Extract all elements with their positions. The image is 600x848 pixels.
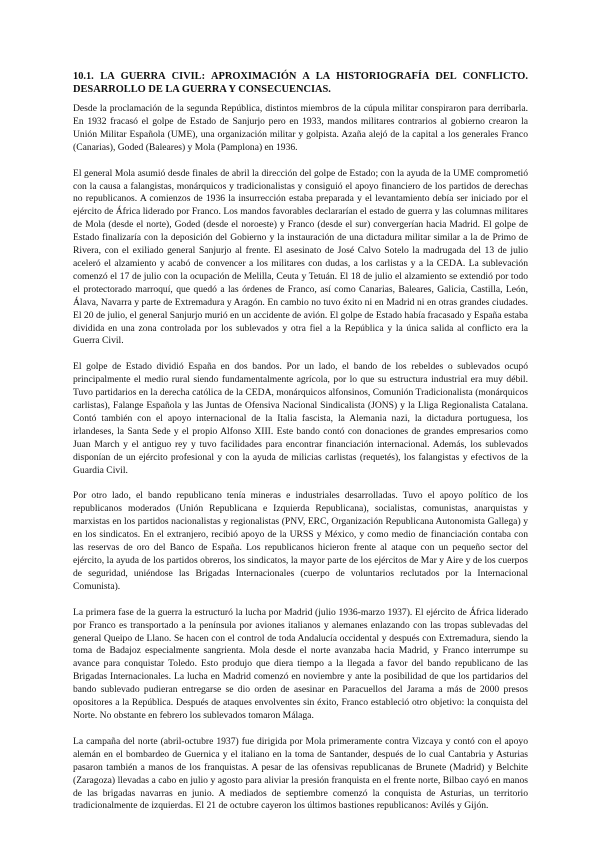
paragraph-conspiracy: Desde la proclamación de la segunda República, distintos miembros de la cúpula militar conspiraron para derribarla. En 1932 fracasó el golpe de Estado de Sanjurjo pero en 1933, mandos militares contrarios al gobierno crearon la Unión Militar Española (UME), una organización militar y golpista. Azaña alejó de la capital a los generales Franco (Canarias), Goded (Baleares) y Mola (Pamplona) en 1936. (73, 103, 528, 153)
paragraph-mola-coup: El general Mola asumió desde finales de abril la dirección del golpe de Estado; con la ayuda de la UME comprometió con la causa a falangistas, monárquicos y tradicionalistas y consiguió el apoyo financiero de los partidos de derechas no republicanos. A comienzos de 1936 la insurrección estaba preparada y el levantamiento debía ser iniciado por el ejército de África liderado por Franco. Los mandos favorables declararían el estado de guerra y las columnas militares de Mola (desde el norte), Goded (desde el noroeste) y Franco (desde el sur) convergerían hacia Madrid. El golpe de Estado finalizaría con la deposición del Gobierno y la instauración de una dictadura militar similar a la de Primo de Rivera, con el exiliado general Sanjurjo al frente. El asesinato de José Calvo Sotelo la madrugada del 13 de julio aceleró el alzamiento y acabó de convencer a los militares con dudas, a los carlistas y a la CEDA. La sublevación comenzó el 17 de julio con la ocupación de Melilla, Ceuta y Tetuán. El 18 de julio el alzamiento se extendió por todo el protectorado marroquí, que quedó a las órdenes de Franco, así como Canarias, Baleares, Galicia, Castilla, León, Álava, Navarra y parte de Extremadura y Aragón. En cambio no tuvo éxito ni en Madrid ni en otras grandes ciudades. El 20 de julio, el general Sanjurjo murió en un accidente de avión. El golpe de Estado había fracasado y España estaba dividida en una zona controlada por los sublevados y otra fiel a la República y la única salida al conflicto era la Guerra Civil. (73, 167, 528, 347)
document-page (73, 70, 528, 826)
paragraph-madrid-phase: La primera fase de la guerra la estructuró la lucha por Madrid (julio 1936-marzo 1937). El ejército de África liderado por Franco es transportado a la península por aviones italianos y alemanes enlazando con las tropas sublevadas del general Queipo de Llano. Se hacen con el control de toda Andalucía occidental y después con Extremadura, siendo la toma de Badajoz especialmente sangrienta. Mola desde el norte avanzaba hacia Madrid, y Franco interrumpe su avance para conquistar Toledo. Esto produjo que diera tiempo a la llegada a favor del bando republicano de las Brigadas Internacionales. La lucha en Madrid comenzó en noviembre y ante la posibilidad de que los partidarios del bando sublevado pudieran entregarse se dio orden de asesinar en Paracuellos del Jarama a más de 2000 presos opositores a la República. Después de ataques envolventes sin éxito, Franco estableció otro objetivo: la conquista del Norte. No obstante en febrero los sublevados tomaron Málaga. (73, 606, 528, 721)
paragraph-rebel-side: El golpe de Estado dividió España en dos bandos. Por un lado, el bando de los rebeldes o sublevados ocupó principalmente el medio rural siendo fundamentalmente agrícola, por lo que su estructura industrial era muy débil. Tuvo partidarios en la derecha católica de la CEDA, monárquicos alfonsinos, Comunión Tradicionalista (monárquicos carlistas), Falange Española y las Juntas de Ofensiva Nacional Sindicalista (JONS) y la Lliga Regionalista Catalana. Contó también con el apoyo internacional de la Italia fascista, la Alemania nazi, la dictadura portuguesa, los irlandeses, la Santa Sede y el propio Alfonso XIII. Este bando contó con donaciones de grandes empresarios como Juan March y el antiguo rey y tuvo facilidades para encontrar financiación internacional. Además, los sublevados disponían de un ejército profesional y con la ayuda de milicias carlistas (requetés), los falangistas y efectivos de la Guardia Civil. (73, 361, 528, 476)
paragraph-republican-side: Por otro lado, el bando republicano tenía mineras e industriales desarrolladas. Tuvo el apoyo político de los republicanos moderados (Unión Republicana e Izquierda Republicana), socialistas, comunistas, anarquistas y marxistas en los partidos nacionalistas y regionalistas (PNV, ERC, Organización Republicana Autonomista Gallega) y en los sindicatos. En el extranjero, recibió apoyo de la URSS y México, y como medio de financiación contaba con las reservas de oro del Banco de España. Los republicanos hicieron frente al ataque con un pequeño sector del ejército, la ayuda de los partidos obreros, los sindicatos, la mayor parte de los ejércitos de Mar y Aire y de los cuerpos de seguridad, uniéndose las Brigadas Internacionales (cuerpo de voluntarios reclutados por la Internacional Comunista). (73, 490, 528, 592)
paragraph-north-campaign: La campaña del norte (abril-octubre 1937) fue dirigida por Mola primeramente contra Vizcaya y contó con el apoyo alemán en el bombardeo de Guernica y el italiano en la toma de Santander, después de lo cual Cantabria y Asturias pasaron también a manos de los franquistas. A pesar de las ofensivas republicanas de Brunete (Madrid) y Belchite (Zaragoza) llevadas a cabo en julio y agosto para aliviar la presión franquista en el frente norte, Bilbao cayó en manos de las brigadas navarras en junio. A mediados de septiembre comenzó la conquista de Asturias, un territorio tradicionalmente de izquierdas. El 21 de octubre cayeron los últimos bastiones republicanos: Avilés y Gijón. (73, 735, 528, 812)
document-title: 10.1. LA GUERRA CIVIL: APROXIMACIÓN A LA HISTORIOGRAFÍA DEL CONFLICTO. DESARROLLO DE LA GUERRA Y CONSECUENCIAS. (73, 71, 528, 95)
